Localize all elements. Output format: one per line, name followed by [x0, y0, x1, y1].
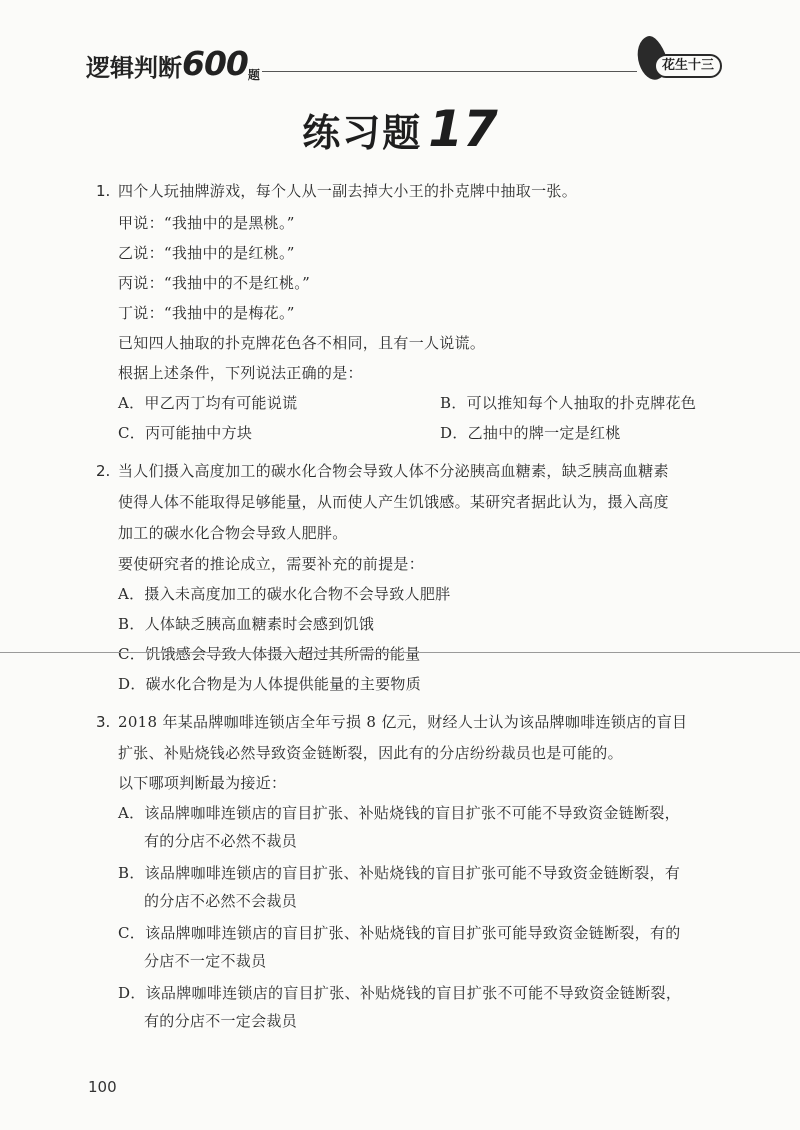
option-d-line-1: D．该品牌咖啡连锁店的盲目扩张、补贴烧钱的盲目扩张不可能不导致资金链断裂，	[118, 984, 682, 1002]
question-stem-line-1: 当人们摄入高度加工的碳水化合物会导致人体不分泌胰高血糖素，缺乏胰高血糖素	[118, 462, 669, 480]
book-title-suffix: 题	[247, 68, 260, 82]
question-prompt: 以下哪项判断最为接近：	[118, 774, 287, 792]
page-title	[0, 100, 800, 158]
statement-bing: 丙说：“我抽中的不是红桃。”	[118, 274, 311, 292]
page-title-word: 练习题	[302, 111, 423, 155]
option-c-line-2: 分店不一定不裁员	[144, 952, 267, 970]
question-stem: 四个人玩抽牌游戏，每个人从一副去掉大小王的扑克牌中抽取一张。	[118, 182, 578, 200]
option-b: B．人体缺乏胰高血糖素时会感到饥饿	[118, 615, 375, 633]
statement-ding: 丁说：“我抽中的是梅花。”	[118, 304, 295, 322]
question-stem-line-3: 加工的碳水化合物会导致人肥胖。	[118, 524, 348, 542]
known-condition: 已知四人抽取的扑克牌花色各不相同，且有一人说谎。	[118, 334, 486, 352]
header-rule	[262, 71, 637, 72]
question-prompt: 根据上述条件，下列说法正确的是：	[118, 364, 363, 382]
brand-name: 花生十三	[654, 54, 722, 78]
option-c: C．饥饿感会导致人体摄入超过其所需的能量	[118, 645, 421, 663]
scan-fold-line	[0, 652, 800, 653]
question-prompt: 要使研究者的推论成立，需要补充的前提是：	[118, 555, 425, 573]
question-stem-line-2: 使得人体不能取得足够能量，从而使人产生饥饿感。某研究者据此认为，摄入高度	[118, 493, 669, 511]
question-stem-line-1: 2018 年某品牌咖啡连锁店全年亏损 8 亿元，财经人士认为该品牌咖啡连锁店的盲目	[118, 713, 688, 731]
option-d: D．乙抽中的牌一定是红桃	[440, 424, 621, 442]
question-number: 2.	[96, 462, 111, 480]
book-title-number: 600	[182, 44, 248, 83]
option-b-line-1: B．该品牌咖啡连锁店的盲目扩张、补贴烧钱的盲目扩张可能不导致资金链断裂，有	[118, 864, 681, 882]
option-d-line-2: 有的分店不一定会裁员	[144, 1012, 298, 1030]
brand-logo	[628, 36, 738, 82]
book-title	[86, 44, 260, 84]
option-a: A．甲乙丙丁均有可能说谎	[118, 394, 298, 412]
page-number: 100	[88, 1078, 117, 1096]
option-a-line-2: 有的分店不必然不裁员	[144, 832, 298, 850]
option-b: B．可以推知每个人抽取的扑克牌花色	[440, 394, 697, 412]
question-stem-line-2: 扩张、补贴烧钱必然导致资金链断裂，因此有的分店纷纷裁员也是可能的。	[118, 744, 623, 762]
statement-yi: 乙说：“我抽中的是红桃。”	[118, 244, 295, 262]
page-title-number: 17	[428, 100, 498, 158]
statement-jia: 甲说：“我抽中的是黑桃。”	[118, 214, 295, 232]
option-d: D．碳水化合物是为人体提供能量的主要物质	[118, 675, 422, 693]
option-c: C．丙可能抽中方块	[118, 424, 253, 442]
option-b-line-2: 的分店不必然不会裁员	[144, 892, 298, 910]
option-c-line-1: C．该品牌咖啡连锁店的盲目扩张、补贴烧钱的盲目扩张可能导致资金链断裂，有的	[118, 924, 681, 942]
book-title-text: 逻辑判断	[86, 54, 182, 82]
option-a-line-1: A．该品牌咖啡连锁店的盲目扩张、补贴烧钱的盲目扩张不可能不导致资金链断裂，	[118, 804, 680, 822]
option-a: A．摄入未高度加工的碳水化合物不会导致人肥胖	[118, 585, 451, 603]
question-number: 3.	[96, 713, 111, 731]
question-number: 1.	[96, 182, 111, 200]
